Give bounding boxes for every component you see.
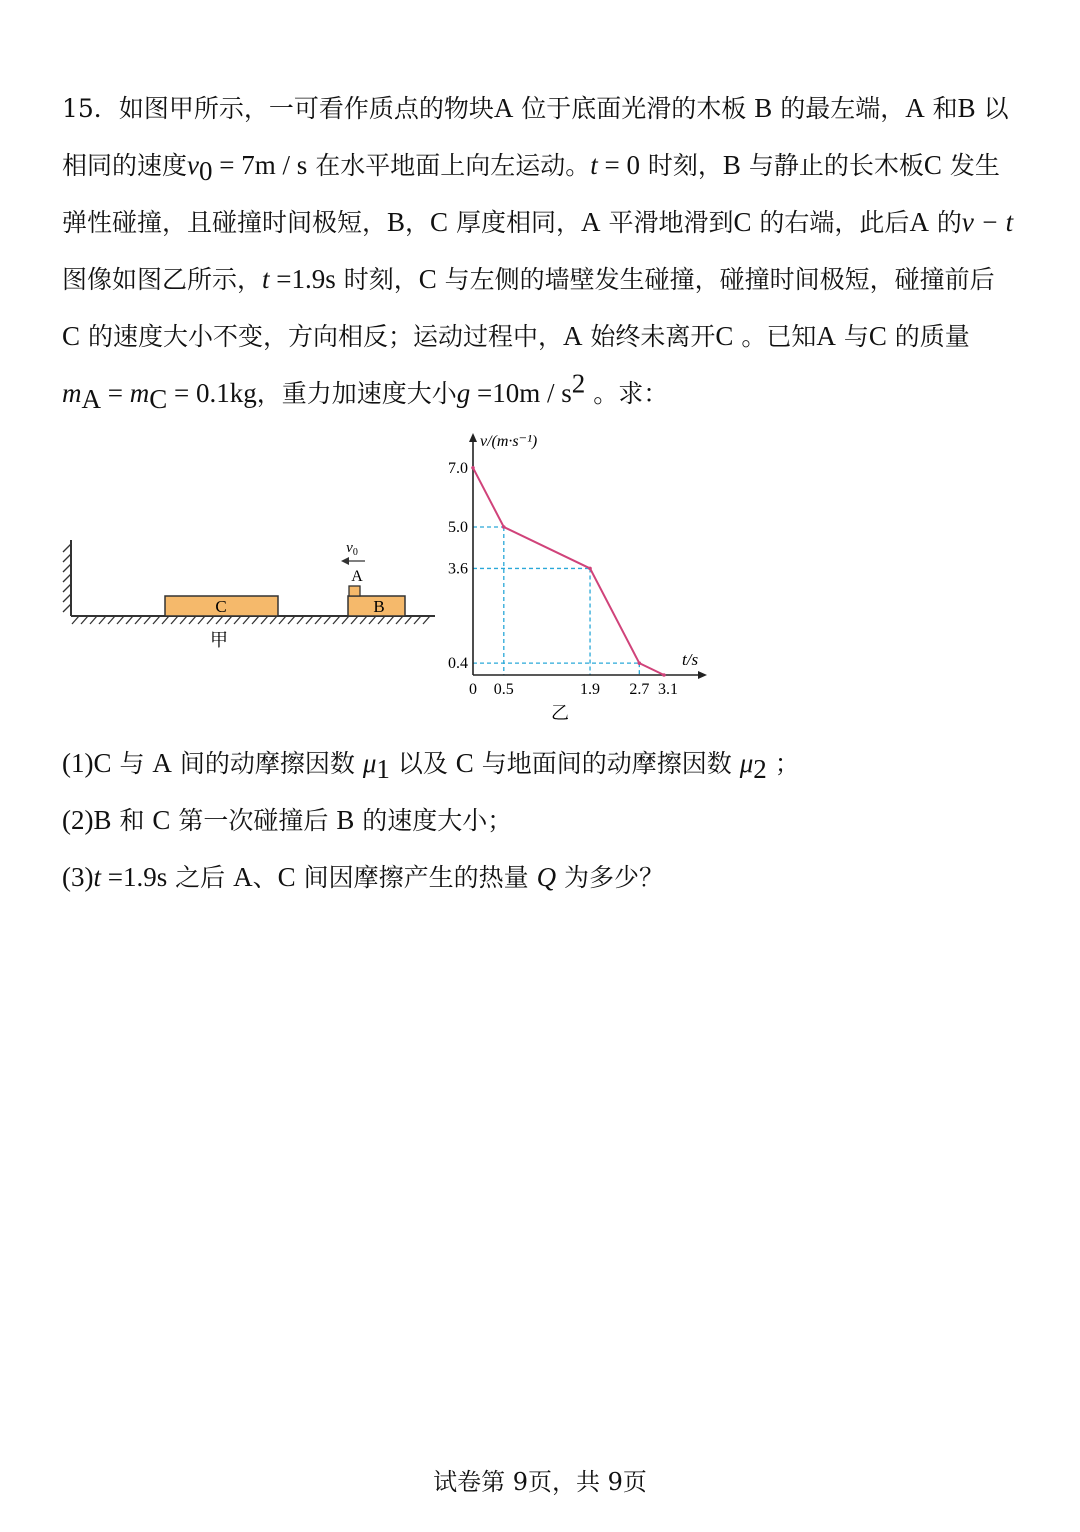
label-b: B — [373, 597, 385, 616]
wall-hatch — [63, 544, 71, 612]
x-tick-label: 1.9 — [580, 681, 601, 698]
problem-line-1: 15．如图甲所示，一可看作质点的物块A 位于底面光滑的木板 B 的最左端，A 和B 以 — [62, 93, 1009, 123]
x-tick-label: 3.1 — [657, 681, 678, 698]
y-tick-label: 3.6 — [448, 560, 468, 578]
x-tick-label: 2.7 — [629, 681, 650, 698]
data-point — [588, 567, 592, 571]
problem-line-2: 相同的速度$v_0 = 7m / s$ 在水平地面上向左运动。t = 0 时刻，B 与静止的长木板C 发生 — [62, 150, 1000, 186]
x-axis-arrow — [698, 671, 707, 679]
page-footer: 试卷第 9页，共 9页 — [433, 1468, 647, 1496]
figure-jia — [55, 530, 445, 655]
caption-yi: 乙 — [551, 703, 569, 723]
chart-points — [471, 466, 666, 677]
problem-line-4: 图像如图乙所示，t =1.9s 时刻，C 与左侧的墙壁发生碰撞，碰撞时间极短，碰撞前后 — [62, 264, 995, 294]
vt-chart — [430, 425, 720, 730]
data-point — [502, 525, 506, 529]
question-1: (1)C 与 A 间的动摩擦因数 $\mu_1$ 以及 C 与地面间的动摩擦因数 $\mu_2$ ； — [62, 748, 800, 784]
x-tick-label: 0 — [469, 681, 477, 698]
question-2: (2)B 和 C 第一次碰撞后 B 的速度大小； — [62, 805, 513, 835]
problem-line-5: C 的速度大小不变，方向相反；运动过程中，A 始终未离开C 。已知A 与C 的质量 — [62, 321, 970, 351]
label-c: C — [215, 597, 227, 616]
block-a — [349, 586, 360, 596]
problem-number: 15． — [62, 94, 119, 123]
y-tick-label: 5.0 — [448, 519, 468, 536]
y-axis-arrow — [469, 433, 477, 442]
y-tick-label: 0.4 — [448, 655, 468, 673]
y-axis-label: v/(m·s⁻¹) — [480, 433, 538, 450]
label-v0: $v_0$ — [346, 540, 358, 558]
series-line — [473, 468, 664, 675]
chart-guides — [473, 527, 639, 675]
data-point — [638, 661, 642, 665]
caption-jia: 甲 — [210, 630, 228, 650]
data-point — [471, 466, 475, 470]
problem-line-6: $m_A = m_C = 0.1kg$，重力加速度大小$g =10m / s^2$ 。求： — [62, 368, 669, 414]
x-axis-label: t/s — [682, 650, 699, 669]
question-3: (3)t =1.9s 之后 A、C 间因摩擦产生的热量 Q 为多少？ — [62, 862, 665, 892]
chart-ticks — [448, 460, 678, 698]
label-a: A — [351, 568, 363, 585]
y-tick-label: 7.0 — [448, 459, 468, 477]
data-point — [662, 673, 666, 677]
ground-hatch — [72, 616, 430, 624]
problem-line-3: 弹性碰撞，且碰撞时间极短，B，C 厚度相同，A 平滑地滑到C 的右端，此后A 的v − t — [62, 207, 1014, 237]
velocity-arrowhead — [341, 557, 349, 565]
x-tick-label: 0.5 — [493, 681, 514, 698]
